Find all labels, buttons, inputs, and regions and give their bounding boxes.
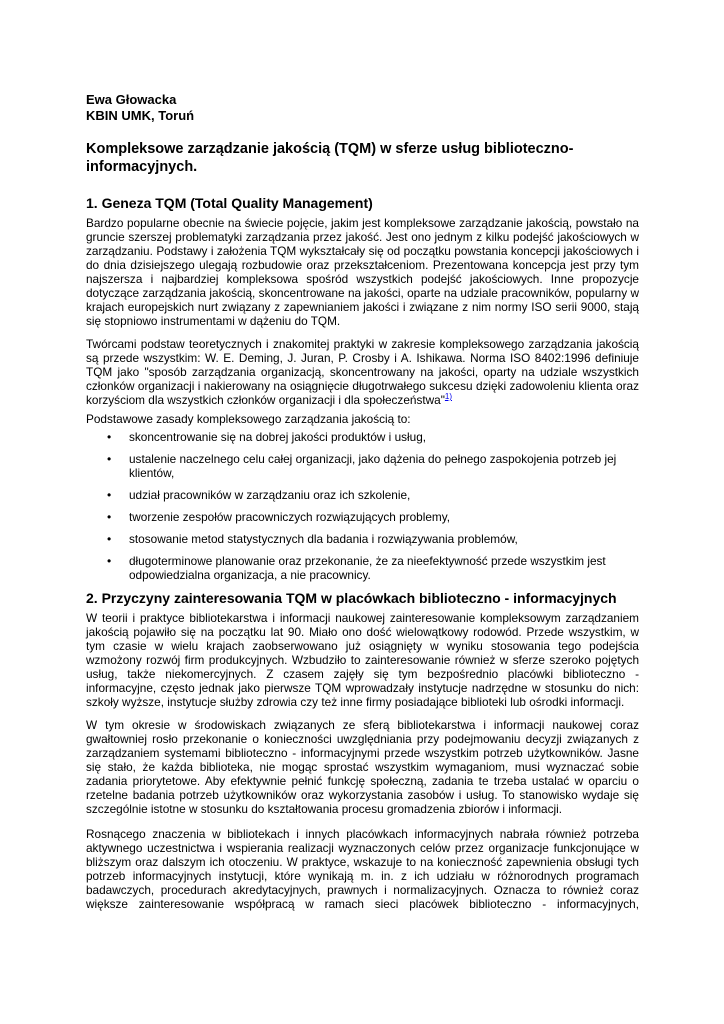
list-item: • długoterminowe planowanie oraz przekonanie, że za nieefektywność przede wszystkim jest odpowiedzialna organizacja, a nie pracownicy. — [107, 554, 606, 582]
list-item: • udział pracowników w zarządzaniu oraz ich szkolenie, — [107, 488, 411, 502]
section-1-paragraph-2-text: Twórcami podstaw teoretycznych i znakomitej praktyki w zakresie kompleksowego zarządzania jakością są przede wszystkim: W. E. Deming, J. Juran, P. Crosby i A. Ishikawa. Norma ISO 8402:1996 definiuje TQM jako "sposób zarządzania organizacją, skoncentrowany na jakości, oparty na udziale wszystkich członków organizacji i nakierowany na osiągnięcie długotrwałego sukcesu dzięki zadowoleniu klienta oraz korzyściom dla wszystkich członków organizacji i dla społeczeństwa" — [86, 337, 639, 407]
bullet-icon: • — [107, 554, 112, 568]
section-1-paragraph-3: Podstawowe zasady kompleksowego zarządzania jakością to: — [86, 412, 411, 426]
bullet-icon: • — [107, 452, 112, 466]
footnote-link[interactable]: 1) — [444, 392, 453, 402]
list-item: • tworzenie zespołów pracowniczych rozwiązujących problemy, — [107, 510, 451, 524]
list-item: • stosowanie metod statystycznych dla badania i rozwiązywania problemów, — [107, 532, 518, 546]
section-2-paragraph-1: W teorii i praktyce bibliotekarstwa i informacji naukowej zainteresowanie kompleksowym zarządzaniem jakością pojawiło się na początku lat 90. Miało ono dość wielowątkowy rodowód. Przede wszystkim, w tym czasie w wielu krajach zaobserwowano już osiągnięty w wyniku stosowania tego podejścia wzmożony rozwój firm produkcyjnych. Wzbudziło to zainteresowanie również w sferze szeroko pojętych usług, także niekomercyjnych. Z czasem zajęły się tym bezpośrednio placówki biblioteczno - informacyjne, często jednak jako pierwsze TQM wprowadzały instytucje nadrzędne w stosunku do nich: szkoły wyższe, instytucje służby zdrowia czy też inne firmy posiadające biblioteki lub ośrodki informacji. — [86, 611, 639, 709]
section-2-paragraph-2: W tym okresie w środowiskach związanych ze sferą bibliotekarstwa i informacji naukowej coraz gwałtowniej rosło przekonanie o konieczności uwzględniania przy podejmowaniu decyzji związanych z zarządzaniem systemami biblioteczno - informacyjnymi przede wszystkim potrzeb użytkowników. Jasne się stało, że każda biblioteka, nie mogąc sprostać wszystkim wymaganiom, musi wyznaczać sobie zadania priorytetowe. Aby efektywnie pełnić funkcję społeczną, zadania te trzeba ustalać w oparciu o rzetelne badania potrzeb użytkowników oraz wykorzystania zasobów i usług. To stanowisko wydaje się szczególnie istotne w stosunku do kształtowania procesu gromadzenia zbiorów i informacji. — [86, 718, 639, 816]
bullet-icon: • — [107, 510, 112, 524]
section-1-paragraph-2 — [86, 337, 639, 407]
bullet-icon: • — [107, 488, 112, 502]
section-1-paragraph-1: Bardzo popularne obecnie na świecie pojęcie, jakim jest kompleksowe zarządzanie jakością, powstało na gruncie szerszej problematyki zarządzania przez jakość. Jest ono jednym z kilku podejść jakościowych w zarządzaniu. Podstawy i założenia TQM wykształcały się od początku powstania koncepcji jakościowych i do dnia dzisiejszego ulegają rozbudowie oraz przekształceniom. Prezentowana koncepcja jest przy tym najszersza i najbardziej kompleksowa spośród wszystkich podejść jakościowych. Inne propozycje dotyczące zarządzania jakością, skoncentrowane na jakości, oparte na udziale pracowników, popularny w krajach europejskich nurt związany z zapewnianiem jakości i związane z nim normy ISO serii 9000, stają się stopniowo instrumentami w dążeniu do TQM. — [86, 216, 639, 328]
section-2-paragraph-3: Rosnącego znaczenia w bibliotekach i innych placówkach informacyjnych nabrała również potrzeba aktywnego uczestnictwa i wspierania realizacji wyznaczonych celów przez organizacje funkcjonujące w bliższym oraz dalszym ich otoczeniu. W praktyce, wskazuje to na konieczność zapewnienia obsługi tych potrzeb informacyjnych instytucji, które wynikają m. in. z ich udziału w różnorodnych programach badawczych, procedurach akredytacyjnych, prawnych i normalizacyjnych. Oznacza to również coraz większe zainteresowanie współpracą w ramach sieci placówek biblioteczno - informacyjnych, — [86, 827, 639, 911]
bullet-icon: • — [107, 532, 112, 546]
author-name: Ewa Głowacka — [86, 92, 177, 107]
author-affiliation: KBIN UMK, Toruń — [86, 108, 195, 123]
section-2-heading: 2. Przyczyny zainteresowania TQM w placówkach biblioteczno - informacyjnych — [86, 590, 617, 606]
list-item: • skoncentrowanie się na dobrej jakości produktów i usług, — [107, 430, 427, 444]
list-item: • ustalenie naczelnego celu całej organizacji, jako dążenia do pełnego zaspokojenia potrzeb jej klientów, — [107, 452, 617, 480]
document-title: Kompleksowe zarządzanie jakością (TQM) w sferze usług biblioteczno-informacyjnych. — [86, 141, 574, 175]
document-page — [86, 92, 639, 911]
section-1-heading: 1. Geneza TQM (Total Quality Management) — [86, 195, 373, 211]
bullet-icon: • — [107, 430, 112, 444]
principles-list — [86, 430, 639, 582]
